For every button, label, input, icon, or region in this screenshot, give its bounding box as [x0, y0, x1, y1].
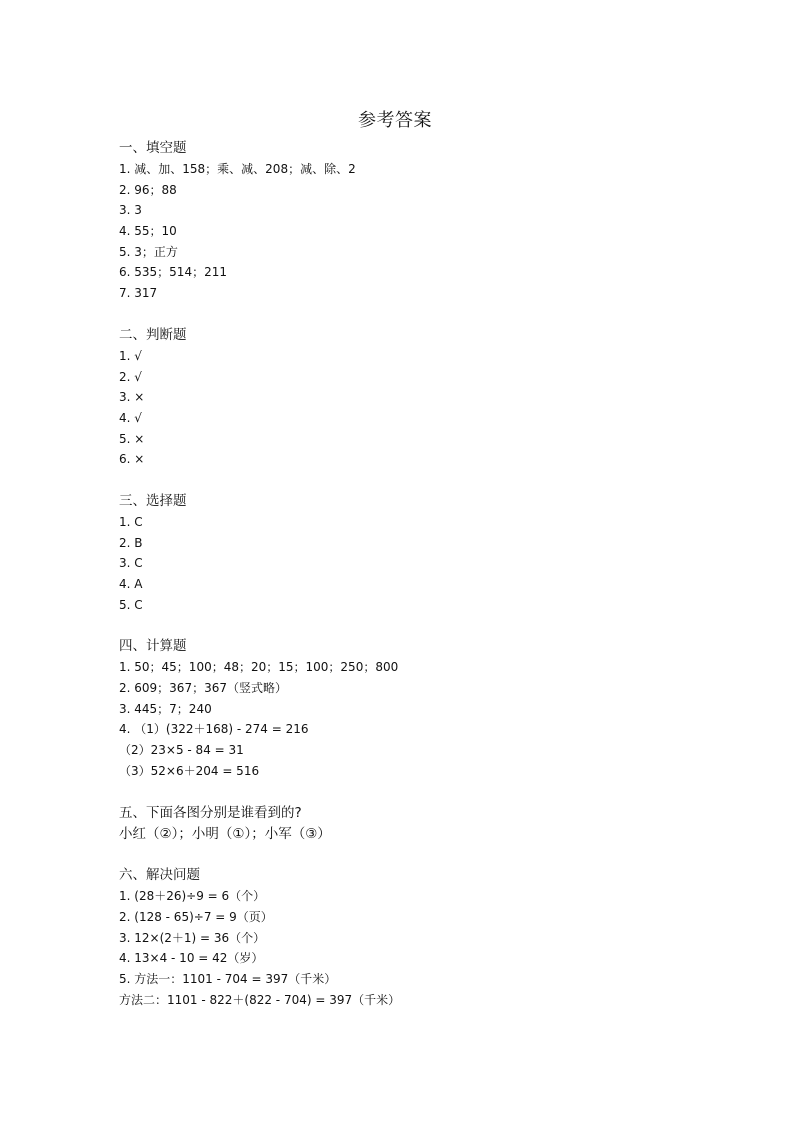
page-title: 参考答案 — [358, 110, 432, 131]
answer-line: 方法二：1101 - 822＋(822 - 704) = 397（千米） — [119, 992, 401, 1007]
answer-line: 4. √ — [119, 410, 142, 425]
section-heading: 二、判断题 — [119, 326, 187, 343]
section-heading: 五、下面各图分别是谁看到的? — [119, 804, 302, 821]
answer-line: 2. B — [119, 535, 143, 550]
answer-line: 3. × — [119, 390, 145, 405]
answer-line: 2. √ — [119, 369, 142, 384]
answer-line: 3. C — [119, 556, 143, 571]
section-heading: 一、填空题 — [119, 140, 187, 156]
answer-line: 3. 12×(2＋1) = 36（个） — [119, 930, 266, 945]
answer-line: 3. 3 — [119, 203, 142, 218]
answer-line: 6. × — [119, 452, 145, 467]
section-fill-in — [119, 138, 739, 304]
answer-line: 7. 317 — [119, 286, 158, 301]
answer-content — [119, 138, 739, 1031]
section-calculation — [119, 636, 739, 781]
section-multiple-choice — [119, 491, 739, 615]
answer-line: 2. 96；88 — [119, 182, 177, 197]
answer-line: 4. 55；10 — [119, 224, 177, 239]
answer-line: 3. 445；7；240 — [119, 701, 212, 716]
answer-line: 1. √ — [119, 348, 142, 363]
section-heading: 六、解决问题 — [119, 867, 200, 884]
answer-line: 2. 609；367；367（竖式略） — [119, 681, 287, 696]
answer-line: 6. 535；514；211 — [119, 265, 227, 280]
answer-line: 4. 13×4 - 10 = 42（岁） — [119, 951, 264, 966]
answer-line: 4. A — [119, 577, 143, 591]
answer-line: 5. × — [119, 431, 145, 446]
answer-line: 1. 减、加、158；乘、减、208；减、除、2 — [119, 162, 356, 176]
answer-line: 1. (28＋26)÷9 = 6（个） — [119, 889, 266, 904]
section-true-false — [119, 325, 739, 470]
answer-line: 2. (128 - 65)÷7 = 9（页） — [119, 909, 273, 924]
section-heading: 四、计算题 — [119, 638, 187, 655]
answer-line: 1. C — [119, 514, 143, 529]
answer-line: 5. C — [119, 597, 143, 612]
answer-line: 小红（②）；小明（①）；小军（③） — [119, 825, 331, 842]
answer-line: （3）52×6＋204 = 516 — [119, 763, 260, 778]
answer-line: 5. 3；正方 — [119, 244, 178, 259]
answer-line: （2）23×5 - 84 = 31 — [119, 743, 244, 758]
section-heading: 三、选择题 — [119, 492, 187, 509]
section-word-problems — [119, 865, 739, 1010]
answer-line: 5. 方法一：1101 - 704 = 397（千米） — [119, 971, 337, 986]
answer-line: 4. （1）(322＋168) - 274 = 216 — [119, 722, 309, 737]
section-views — [119, 803, 739, 845]
answer-line: 1. 50；45；100；48；20；15；100；250；800 — [119, 660, 399, 675]
